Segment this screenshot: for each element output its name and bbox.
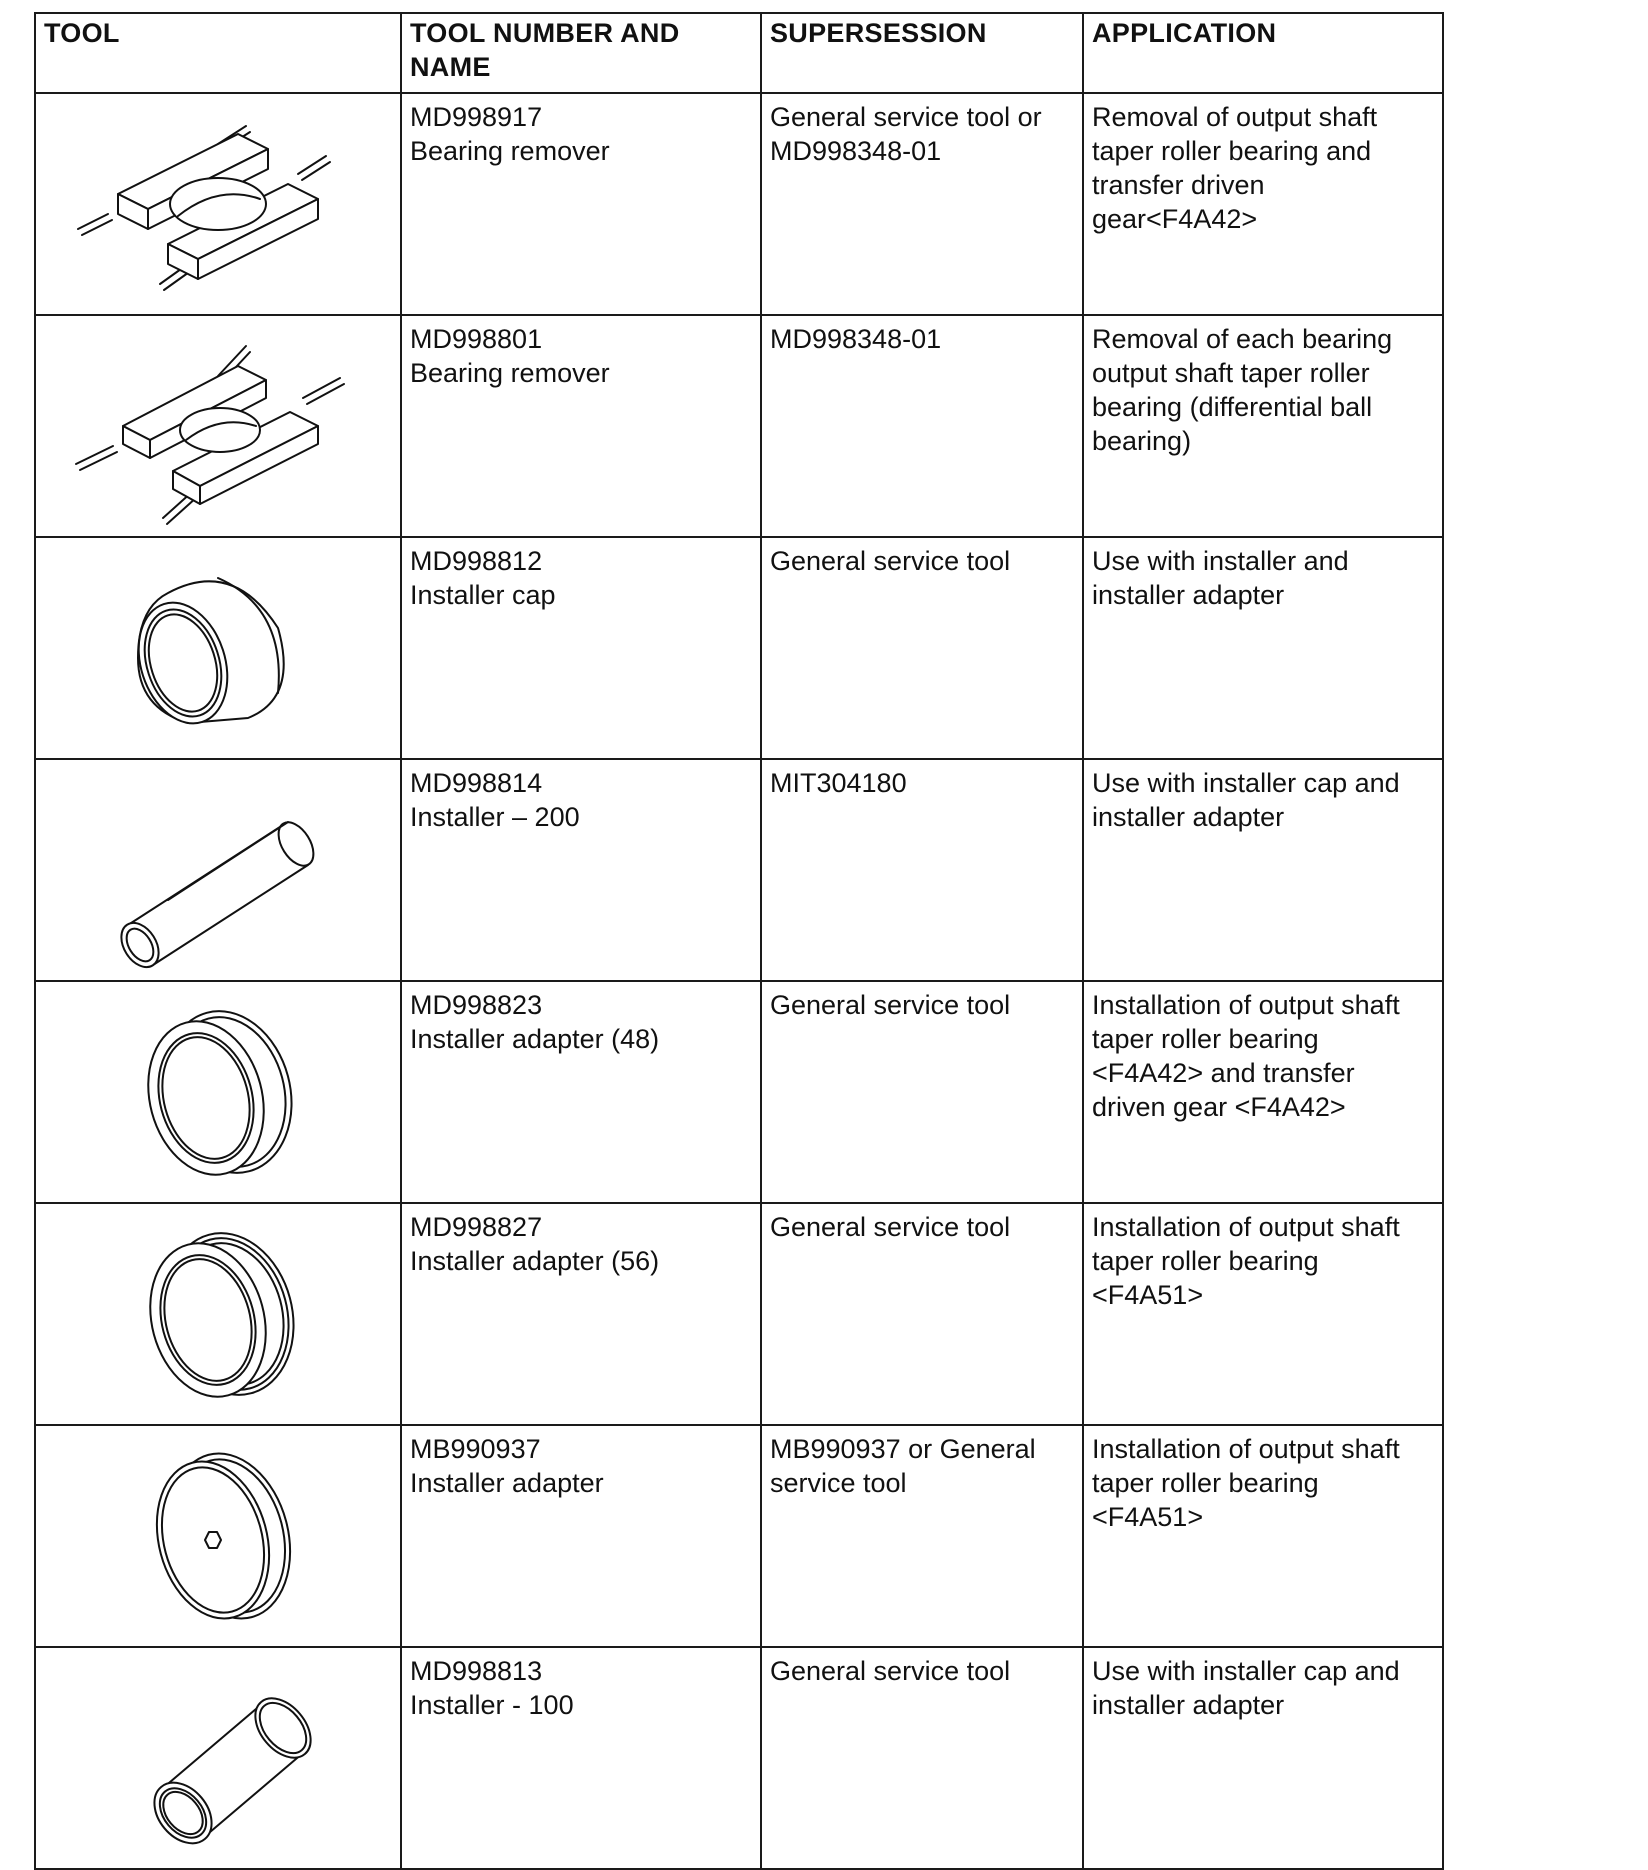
tool-number-name-cell: [401, 759, 761, 981]
tool-image-cell: [35, 981, 401, 1203]
tool-name: Bearing remover: [410, 358, 610, 388]
table-row: [35, 537, 1443, 759]
installer-adapter-ring-icon: [68, 992, 368, 1192]
tool-number-name-cell: [401, 1425, 761, 1647]
header-application: APPLICATION: [1083, 13, 1443, 93]
tool-image-cell: [35, 93, 401, 315]
application-cell: Installation of output shaft taper roller bearing <F4A51>: [1083, 1203, 1443, 1425]
tool-number-name-cell: [401, 93, 761, 315]
table-row: [35, 1647, 1443, 1869]
tool-image-cell: [35, 1425, 401, 1647]
bearing-remover-icon: [68, 326, 368, 526]
table-row: [35, 759, 1443, 981]
tool-number: MD998917: [410, 102, 543, 132]
header-tool: TOOL: [35, 13, 401, 93]
application-cell: Use with installer cap and installer adapter: [1083, 759, 1443, 981]
tool-number: MB990937: [410, 1434, 541, 1464]
tool-image-cell: [35, 1647, 401, 1869]
table-row: [35, 1425, 1443, 1647]
tool-number-name-cell: [401, 1203, 761, 1425]
installer-cap-icon: [68, 548, 368, 748]
application-cell: Use with installer cap and installer adapter: [1083, 1647, 1443, 1869]
application-cell: Installation of output shaft taper roller bearing <F4A42> and transfer driven gear <F4A42>: [1083, 981, 1443, 1203]
header-row: [35, 13, 1443, 93]
tool-name: Installer adapter: [410, 1468, 604, 1498]
header-supersession: SUPERSESSION: [761, 13, 1083, 93]
tool-name: Installer cap: [410, 580, 556, 610]
table-row: [35, 93, 1443, 315]
table-row: [35, 1203, 1443, 1425]
supersession-cell: General service tool or MD998348-01: [761, 93, 1083, 315]
tool-name: Installer adapter (48): [410, 1024, 660, 1054]
tool-number: MD998812: [410, 546, 543, 576]
tool-name: Bearing remover: [410, 136, 610, 166]
tool-image-cell: [35, 1203, 401, 1425]
tool-name: Installer adapter (56): [410, 1246, 660, 1276]
table-row: [35, 981, 1443, 1203]
application-cell: Installation of output shaft taper roller bearing <F4A51>: [1083, 1425, 1443, 1647]
tool-image-cell: [35, 759, 401, 981]
installer-tube-icon: [68, 770, 368, 970]
tool-name: Installer - 100: [410, 1690, 574, 1720]
tool-number-name-cell: [401, 981, 761, 1203]
tool-number-name-cell: [401, 315, 761, 537]
installer-adapter-disc-icon: [68, 1436, 368, 1636]
supersession-cell: MD998348-01: [761, 315, 1083, 537]
application-cell: Use with installer and installer adapter: [1083, 537, 1443, 759]
header-tool-number-and-name: TOOL NUMBER AND NAME: [401, 13, 761, 93]
tool-number: MD998827: [410, 1212, 543, 1242]
application-cell: Removal of each bearing output shaft taper roller bearing (differential ball bearing): [1083, 315, 1443, 537]
tool-name: Installer – 200: [410, 802, 580, 832]
supersession-cell: MIT304180: [761, 759, 1083, 981]
bearing-remover-icon: [68, 104, 368, 304]
table-row: [35, 315, 1443, 537]
tool-image-cell: [35, 315, 401, 537]
tool-number: MD998814: [410, 768, 543, 798]
supersession-cell: General service tool: [761, 1647, 1083, 1869]
tool-image-cell: [35, 537, 401, 759]
tool-number-name-cell: [401, 537, 761, 759]
special-tools-table: [34, 12, 1444, 1870]
supersession-cell: General service tool: [761, 537, 1083, 759]
tool-number: MD998801: [410, 324, 543, 354]
installer-adapter-ring-icon: [68, 1214, 368, 1414]
installer-short-tube-icon: [68, 1658, 368, 1858]
tool-number: MD998823: [410, 990, 543, 1020]
tool-number-name-cell: [401, 1647, 761, 1869]
supersession-cell: General service tool: [761, 1203, 1083, 1425]
application-cell: Removal of output shaft taper roller bearing and transfer driven gear<F4A42>: [1083, 93, 1443, 315]
supersession-cell: MB990937 or General service tool: [761, 1425, 1083, 1647]
tool-number: MD998813: [410, 1656, 543, 1686]
supersession-cell: General service tool: [761, 981, 1083, 1203]
